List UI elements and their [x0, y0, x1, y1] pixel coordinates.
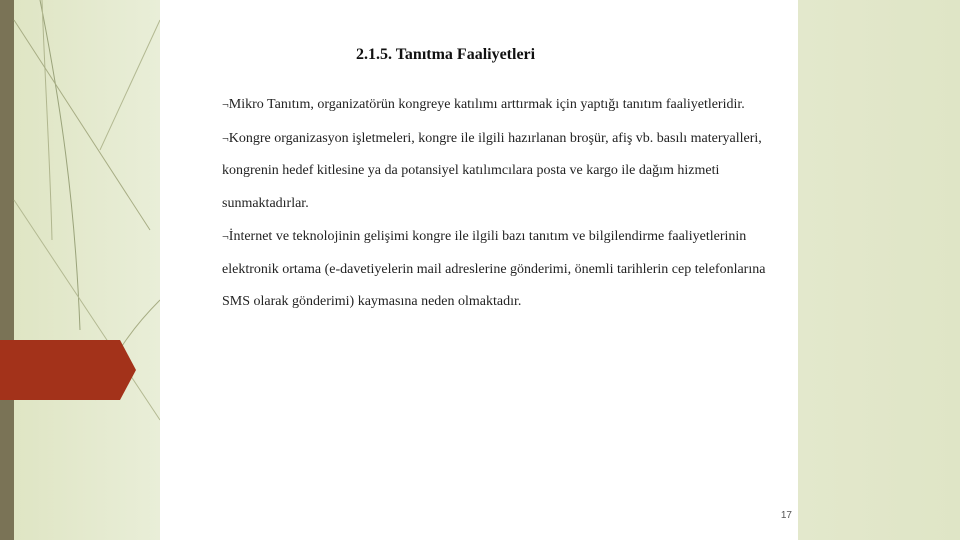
right-decor-panel — [798, 0, 960, 540]
paragraph-text: İnternet ve teknolojinin gelişimi kongre ile ilgili bazı tanıtım ve bilgilendirme faaliyetlerinin elektronik ortama (e-davetiyelerin mail adreslerine gönderimi, önemli tarihlerin cep telefonlarına SMS olarak gönderimi) kaymasına neden olmaktadır. — [222, 229, 766, 309]
accent-arrow-block — [0, 340, 136, 400]
slide-body — [222, 88, 782, 319]
paragraph-text: Kongre organizasyon işletmeleri, kongre ile ilgili hazırlanan broşür, afiş vb. basılı materyalleri, kongrenin hedef kitlesine ya da potansiyel katılımcılara posta ve kargo ile dağım hizmeti sunmaktadırlar. — [222, 130, 762, 211]
slide-content-area — [160, 0, 798, 540]
bullet-marker: ¬ — [222, 130, 229, 145]
page-number: 17 — [780, 510, 792, 521]
paragraph-1 — [222, 88, 782, 122]
decor-lines — [0, 0, 170, 540]
bullet-marker: ¬ — [222, 229, 229, 243]
paragraph-2 — [222, 122, 782, 221]
paragraph-3 — [222, 220, 782, 319]
slide-title: 2.1.5. Tanıtma Faaliyetleri — [356, 46, 536, 63]
paragraph-text: Mikro Tanıtım, organizatörün kongreye katılımı arttırmak için yaptığı tanıtım faaliyetleridir. — [228, 97, 745, 112]
bullet-marker: ¬ — [222, 97, 229, 111]
